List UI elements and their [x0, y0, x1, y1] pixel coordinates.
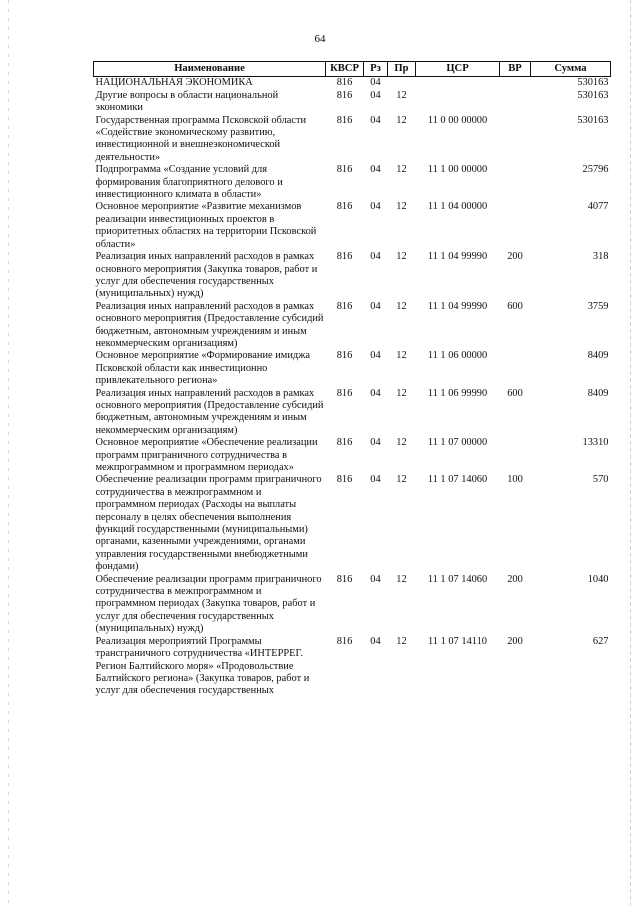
cell-csr: 11 1 04 00000: [427, 201, 488, 213]
cell-vr: [500, 164, 531, 201]
scan-edge-right: [630, 0, 631, 905]
cell-csr: 11 1 07 14060: [427, 573, 488, 585]
cell-pr: 12: [396, 201, 407, 213]
cell-csr: 11 1 04 99990: [427, 251, 488, 263]
cell-pr: 12: [396, 474, 407, 486]
cell-sum: 318: [592, 251, 609, 263]
cell-rz: 04: [370, 251, 381, 263]
table-header-row: [94, 62, 611, 77]
cell-sum: 530163: [577, 89, 609, 101]
header-kvsr: КВСР: [326, 62, 364, 77]
cell-csr: [416, 90, 500, 115]
cell-name: Реализация иных направлений расходов в рамках основного мероприятия (Предоставление субсидий бюджетным, автономным учреждениям и иным некоммерческим организациям): [95, 387, 324, 436]
cell-kvsr: 816: [336, 350, 353, 362]
cell-name: Реализация иных направлений расходов в рамках основного мероприятия (Предоставление субсидий бюджетным, автономным учреждениям и иным некоммерческим организациям): [95, 300, 324, 349]
cell-kvsr: 816: [336, 201, 353, 213]
cell-sum: 1040: [587, 573, 609, 585]
cell-pr: 12: [396, 89, 407, 101]
cell-name: Обеспечение реализации программ приграничного сотрудничества в межпрограммном и программном периодах (Закупка товаров, работ и услуг для обеспечения государственных (муниципальных) нужд): [95, 573, 322, 635]
cell-vr: [500, 437, 531, 474]
table-body: [94, 77, 611, 698]
cell-kvsr: 816: [336, 251, 353, 263]
cell-kvsr: 816: [336, 164, 353, 176]
table-row: [94, 574, 611, 636]
cell-kvsr: 816: [336, 573, 353, 585]
cell-name: Подпрограмма «Создание условий для формирования благоприятного делового и инвестиционного климата в области»: [95, 164, 283, 201]
table-row: [94, 164, 611, 201]
cell-rz: 04: [370, 164, 381, 176]
table-row: [94, 437, 611, 474]
cell-sum: 530163: [577, 77, 609, 89]
cell-rz: 04: [370, 474, 381, 486]
cell-vr: 200: [507, 251, 523, 263]
cell-csr: 11 1 07 14110: [428, 635, 487, 647]
cell-pr: [388, 77, 416, 90]
header-vr: ВР: [500, 62, 531, 77]
cell-rz: 04: [370, 201, 381, 213]
cell-kvsr: 816: [336, 77, 353, 89]
cell-vr: 200: [507, 573, 523, 585]
cell-name: Основное мероприятие «Развитие механизмов реализации инвестиционных проектов в приоритетных областях на территории Псковской области»: [95, 201, 317, 250]
cell-pr: 12: [396, 635, 407, 647]
table-row: [94, 115, 611, 165]
cell-rz: 04: [370, 89, 381, 101]
cell-kvsr: 816: [336, 437, 353, 449]
cell-name: Основное мероприятие «Обеспечение реализации программ приграничного сотрудничества в межпрограммном и программном периодах»: [95, 437, 318, 473]
header-sum: Сумма: [531, 62, 611, 77]
cell-pr: 12: [396, 387, 407, 399]
cell-sum: 4077: [587, 201, 609, 213]
cell-pr: 12: [396, 164, 407, 176]
cell-rz: 04: [370, 114, 381, 126]
cell-name: Реализация иных направлений расходов в рамках основного мероприятия (Закупка товаров, работ и услуг для обеспечения государственных (муниципальных) нужд): [95, 251, 318, 300]
cell-sum: 3759: [587, 300, 609, 312]
cell-kvsr: 816: [336, 89, 353, 101]
cell-csr: 11 1 00 00000: [427, 164, 488, 176]
cell-rz: 04: [370, 437, 381, 449]
cell-sum: 570: [592, 474, 609, 486]
cell-pr: 12: [396, 251, 407, 263]
cell-name: НАЦИОНАЛЬНАЯ ЭКОНОМИКА: [95, 77, 253, 89]
cell-rz: 04: [370, 77, 381, 89]
cell-rz: 04: [370, 387, 381, 399]
cell-csr: 11 1 06 00000: [427, 350, 488, 362]
cell-vr: 600: [507, 300, 523, 312]
table-row: [94, 77, 611, 90]
cell-vr: [500, 201, 531, 251]
cell-csr: 11 0 00 00000: [427, 114, 488, 126]
table-row: [94, 350, 611, 387]
header-name: Наименование: [94, 62, 326, 77]
table-row: [94, 636, 611, 698]
table-row: [94, 251, 611, 301]
cell-vr: 200: [507, 635, 523, 647]
cell-pr: 12: [396, 300, 407, 312]
cell-sum: 8409: [587, 350, 609, 362]
cell-vr: [500, 77, 531, 90]
page-number: 64: [314, 33, 326, 45]
cell-pr: 12: [396, 114, 407, 126]
cell-name: Обеспечение реализации программ приграничного сотрудничества в межпрограммном и программном периодах (Расходы на выплаты персоналу в целях обеспечения выполнения функций государственными (муниципальными) органами, казенными учреждениями, органами управления государственными внебюджетными фондами): [95, 474, 322, 573]
cell-pr: 12: [396, 350, 407, 362]
cell-sum: 13310: [582, 437, 609, 449]
cell-kvsr: 816: [336, 474, 353, 486]
cell-csr: 11 1 04 99990: [427, 300, 488, 312]
table-row: [94, 388, 611, 438]
table-row: [94, 90, 611, 115]
cell-sum: 627: [592, 635, 609, 647]
cell-sum: 25796: [582, 164, 609, 176]
cell-kvsr: 816: [336, 114, 353, 126]
cell-vr: [500, 350, 531, 387]
cell-rz: 04: [370, 350, 381, 362]
header-csr: ЦСР: [416, 62, 500, 77]
cell-pr: 12: [396, 437, 407, 449]
cell-sum: 8409: [587, 387, 609, 399]
header-rz: Рз: [364, 62, 388, 77]
cell-pr: 12: [396, 573, 407, 585]
header-pr: Пр: [388, 62, 416, 77]
cell-name: Государственная программа Псковской области «Содействие экономическому развитию, инвестиционной и внешнеэкономической деятельности»: [95, 114, 307, 163]
cell-rz: 04: [370, 300, 381, 312]
table-row: [94, 474, 611, 573]
scan-edge-left: [8, 0, 9, 905]
budget-table: [93, 61, 611, 698]
cell-csr: 11 1 06 99990: [427, 387, 488, 399]
cell-kvsr: 816: [336, 300, 353, 312]
table-row: [94, 201, 611, 251]
cell-name: Реализация мероприятий Программы трансграничного сотрудничества «ИНТЕРРЕГ. Регион Балтийского моря» «Продовольствие Балтийского региона» (Закупка товаров, работ и услуг для обеспечения государственных: [95, 635, 310, 697]
cell-name: Другие вопросы в области национальной экономики: [95, 89, 279, 114]
cell-csr: 11 1 07 00000: [427, 437, 488, 449]
cell-rz: 04: [370, 635, 381, 647]
cell-csr: 11 1 07 14060: [427, 474, 488, 486]
cell-csr: [416, 77, 500, 90]
cell-sum: 530163: [577, 114, 609, 126]
table-row: [94, 301, 611, 351]
cell-vr: 600: [507, 387, 523, 399]
cell-vr: [500, 115, 531, 165]
cell-vr: 100: [507, 474, 523, 486]
cell-kvsr: 816: [336, 635, 353, 647]
cell-vr: [500, 90, 531, 115]
cell-rz: 04: [370, 573, 381, 585]
cell-kvsr: 816: [336, 387, 353, 399]
cell-name: Основное мероприятие «Формирование имиджа Псковской области как инвестиционно привлекательного региона»: [95, 350, 311, 387]
